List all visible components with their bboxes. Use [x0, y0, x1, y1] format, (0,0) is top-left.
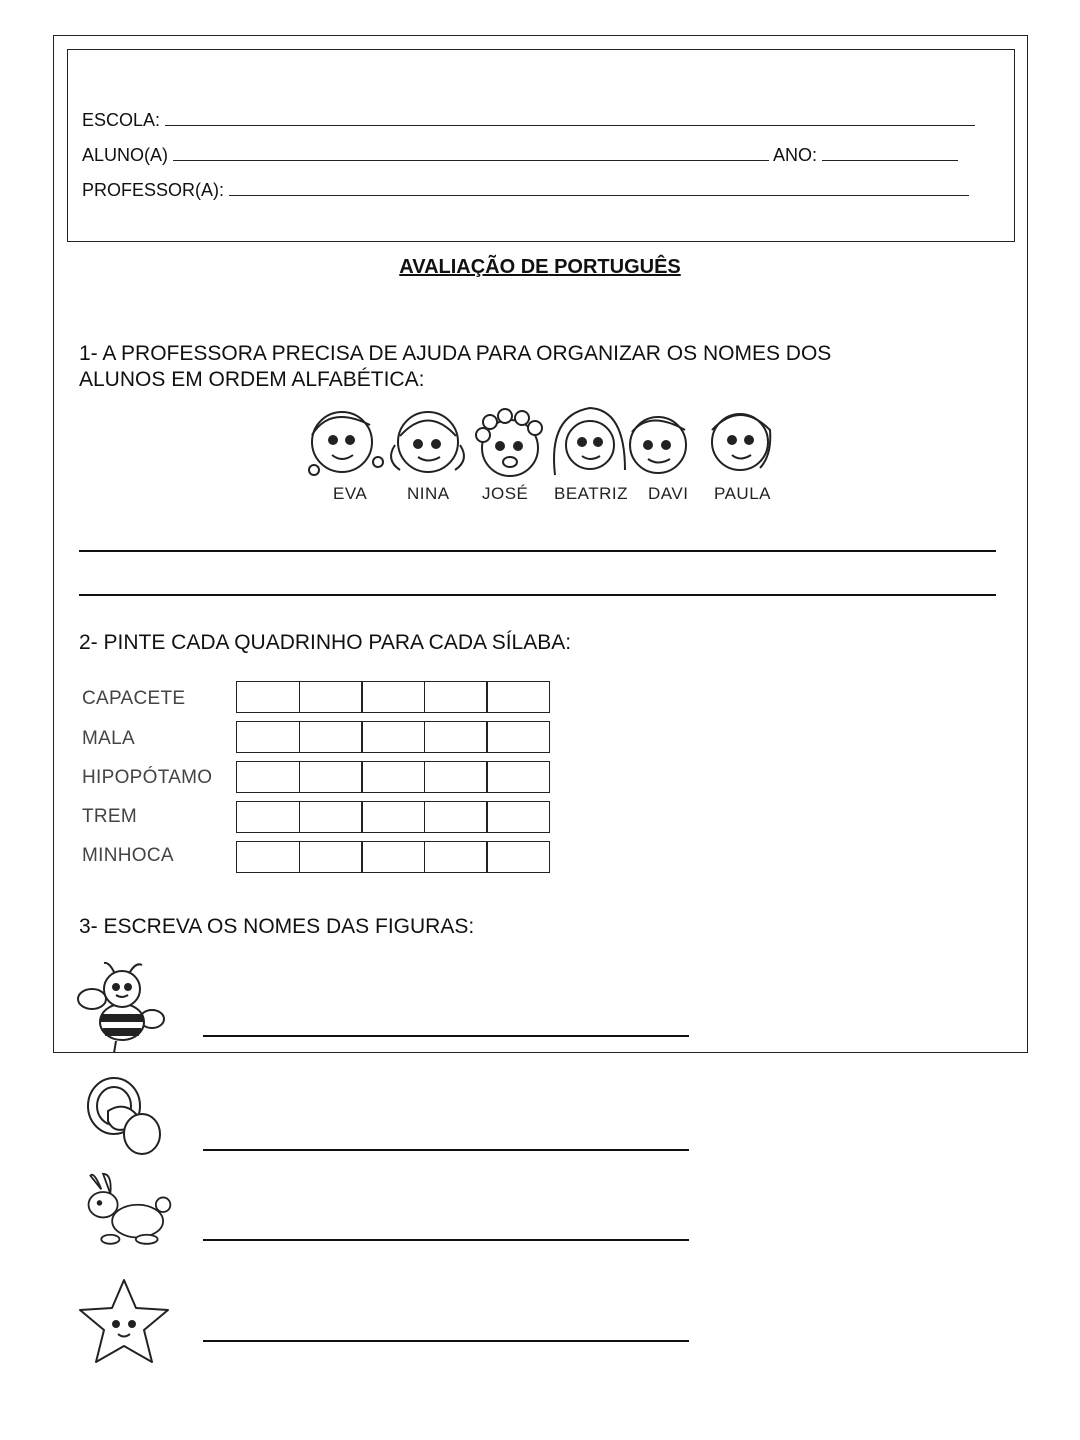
- kid-name-jose: JOSÉ: [482, 484, 529, 503]
- syllable-box-row: [236, 721, 550, 753]
- syllable-box[interactable]: [236, 801, 300, 833]
- answer-line-bee[interactable]: [203, 1035, 689, 1037]
- page-title: AVALIAÇÃO DE PORTUGUÊS: [399, 256, 681, 278]
- ano-field[interactable]: [822, 144, 958, 161]
- syllable-word: CAPACETE: [82, 688, 186, 709]
- syllable-box[interactable]: [424, 801, 488, 833]
- escola-line: [82, 109, 975, 131]
- syllable-box[interactable]: [424, 681, 488, 713]
- syllable-box[interactable]: [299, 721, 363, 753]
- syllable-box[interactable]: [299, 681, 363, 713]
- syllable-box[interactable]: [236, 841, 300, 873]
- syllable-box[interactable]: [236, 681, 300, 713]
- face-jose-icon: [476, 409, 542, 476]
- syllable-box[interactable]: [299, 761, 363, 793]
- syllable-word: MALA: [82, 728, 135, 749]
- kid-name-eva: EVA: [333, 484, 368, 503]
- answer-line-star[interactable]: [203, 1340, 689, 1342]
- q2-text: 2- PINTE CADA QUADRINHO PARA CADA SÍLABA:: [79, 631, 572, 654]
- syllable-box[interactable]: [486, 721, 550, 753]
- kid-name-beatriz: BEATRIZ: [554, 484, 629, 503]
- kid-name-davi: DAVI: [648, 484, 689, 503]
- q1-line2: ALUNOS EM ORDEM ALFABÉTICA:: [79, 368, 425, 391]
- syllable-word: HIPOPÓTAMO: [82, 767, 213, 788]
- kid-name-paula: PAULA: [714, 484, 771, 503]
- escola-label: ESCOLA:: [82, 110, 161, 130]
- syllable-box[interactable]: [236, 761, 300, 793]
- professor-label: PROFESSOR(A):: [82, 180, 225, 200]
- q3-text: 3- ESCREVA OS NOMES DAS FIGURAS:: [79, 915, 475, 938]
- syllable-box[interactable]: [424, 761, 488, 793]
- syllable-box[interactable]: [361, 841, 425, 873]
- syllable-box[interactable]: [361, 761, 425, 793]
- aluno-label: ALUNO(A): [82, 145, 169, 165]
- syllable-box[interactable]: [424, 721, 488, 753]
- rabbit-icon: [74, 1162, 174, 1262]
- syllable-box[interactable]: [236, 721, 300, 753]
- syllable-box[interactable]: [299, 841, 363, 873]
- syllable-word: MINHOCA: [82, 845, 174, 866]
- face-nina-icon: [391, 412, 464, 472]
- face-beatriz-icon: [554, 408, 625, 475]
- syllable-box[interactable]: [299, 801, 363, 833]
- q1-line1: 1- A PROFESSORA PRECISA DE AJUDA PARA ORGANIZAR OS NOMES DOS: [79, 342, 832, 365]
- syllable-box[interactable]: [361, 721, 425, 753]
- syllable-box-row: [236, 681, 550, 713]
- q1-answer-line-1[interactable]: [79, 550, 996, 552]
- syllable-box[interactable]: [486, 761, 550, 793]
- ano-label: ANO:: [773, 145, 818, 165]
- bee-icon: [74, 957, 174, 1057]
- kid-name-nina: NINA: [407, 484, 450, 503]
- syllable-box[interactable]: [424, 841, 488, 873]
- aluno-field[interactable]: [173, 144, 769, 161]
- syllable-box-row: [236, 841, 550, 873]
- professor-field[interactable]: [229, 179, 969, 196]
- star-icon: [74, 1274, 174, 1374]
- syllable-box[interactable]: [361, 681, 425, 713]
- syllable-box-row: [236, 801, 550, 833]
- syllable-box[interactable]: [486, 681, 550, 713]
- professor-line: [82, 179, 969, 201]
- answer-line-pacifier[interactable]: [203, 1149, 689, 1151]
- aluno-line: [82, 144, 958, 166]
- escola-field[interactable]: [165, 109, 975, 126]
- syllable-word: TREM: [82, 806, 138, 827]
- syllable-box[interactable]: [486, 841, 550, 873]
- syllable-box[interactable]: [486, 801, 550, 833]
- syllable-box-row: [236, 761, 550, 793]
- face-davi-icon: [630, 417, 686, 473]
- answer-line-rabbit[interactable]: [203, 1239, 689, 1241]
- pacifier-icon: [74, 1066, 174, 1166]
- syllable-box[interactable]: [361, 801, 425, 833]
- face-eva-icon: [309, 412, 383, 475]
- face-paula-icon: [712, 414, 770, 470]
- q1-answer-line-2[interactable]: [79, 594, 996, 596]
